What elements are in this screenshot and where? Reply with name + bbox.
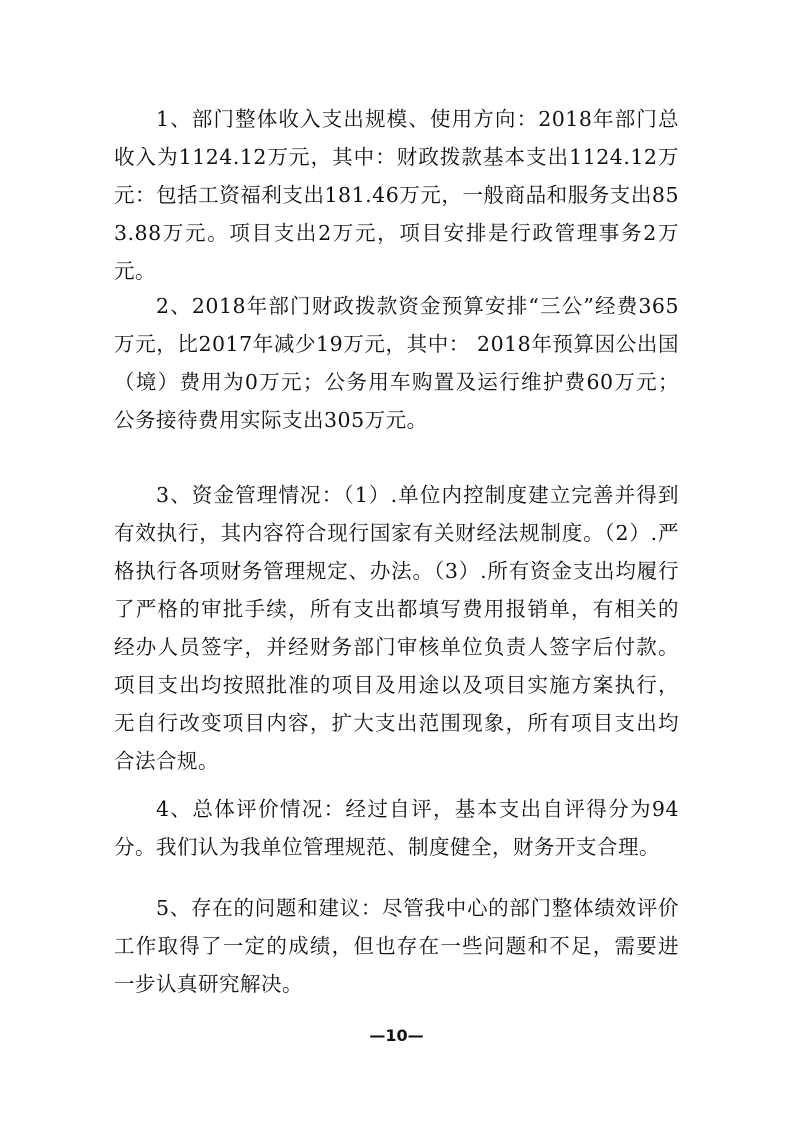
paragraph-overall-evaluation: 4、总体评价情况：经过自评，基本支出自评得分为94分。我们认为我单位管理规范、制度健全，财务开支合理。 (114, 797, 679, 859)
paragraph-three-public-expenses: 2、2018年部门财政拨款资金预算安排“三公”经费365万元，比2017年减少19万元，其中： 2018年预算因公出国（境）费用为0万元；公务用车购置及运行维护费60万元；公务接待费用实际支出305万元。 (114, 294, 679, 432)
paragraph-problems-suggestions: 5、存在的问题和建议：尽管我中心的部门整体绩效评价工作取得了一定的成绩，但也存在一些问题和不足，需要进一步认真研究解决。 (114, 896, 679, 996)
paragraph-fund-management: 3、资金管理情况：（1）.单位内控制度建立完善并得到有效执行，其内容符合现行国家有关财经法规制度。（2）.严格执行各项财务管理规定、办法。（3）.所有资金支出均履行了严格的审批手续，所有支出都填写费用报销单，有相关的经办人员签字，并经财务部门审核单位负责人签字后付款。项目支出均按照批准的项目及用途以及项目实施方案执行，无自行改变项目内容，扩大支出范围现象，所有项目支出均合法合规。 (114, 483, 679, 773)
paragraph-income-expenditure: 1、部门整体收入支出规模、使用方向：2018年部门总收入为1124.12万元，其中：财政拨款基本支出1124.12万元：包括工资福利支出181.46万元，一般商品和服务支出853.88万元。项目支出2万元，项目安排是行政管理事务2万元。 (114, 107, 679, 283)
page-number: —10— (369, 1026, 424, 1045)
